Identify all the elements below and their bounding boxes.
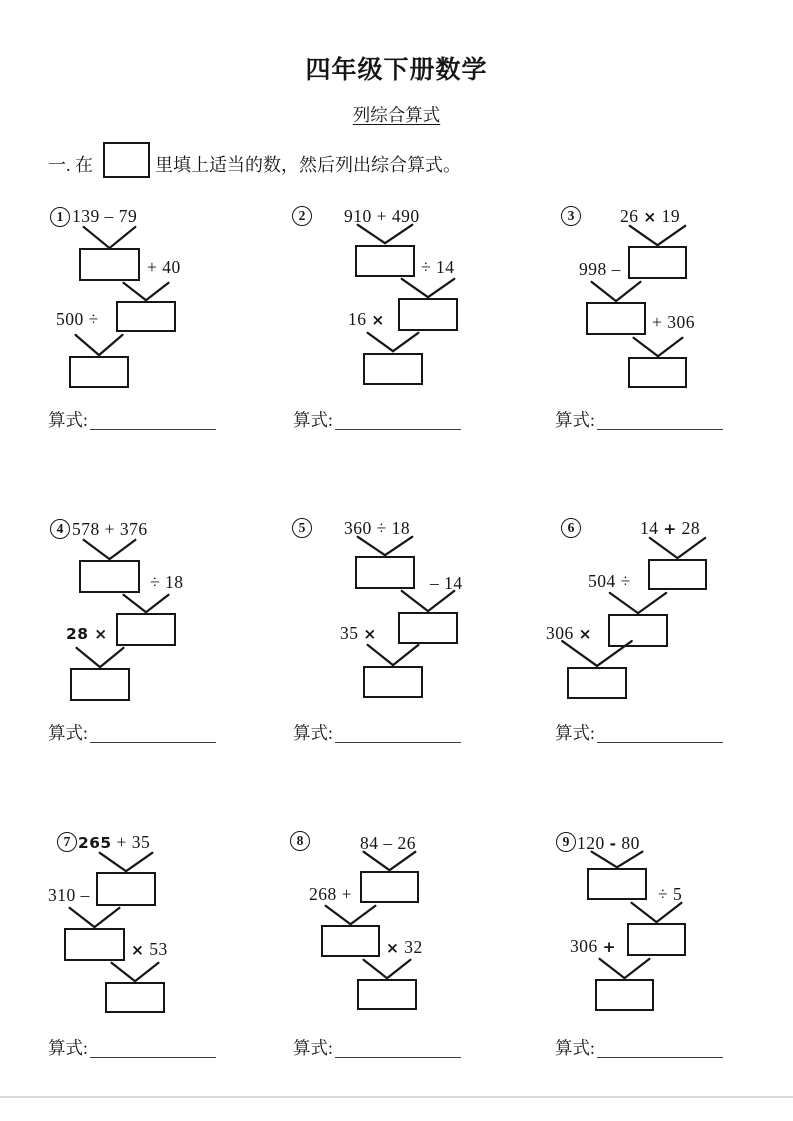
- v-arrow: [628, 225, 687, 246]
- answer-box-1[interactable]: [79, 248, 140, 281]
- problem-number-badge: 6: [561, 518, 581, 538]
- v-arrow: [648, 537, 707, 559]
- v-arrow: [632, 337, 684, 357]
- instruction-blank-box: [103, 142, 150, 178]
- answer-box-1[interactable]: [587, 868, 647, 900]
- v-arrow: [366, 644, 420, 666]
- answer-label: 算式:: [293, 1038, 333, 1058]
- answer-blank-line[interactable]: [90, 410, 216, 430]
- v-arrow: [366, 332, 420, 352]
- v-arrow: [110, 962, 160, 982]
- v-arrow: [82, 539, 137, 560]
- answer-label: 算式:: [555, 723, 595, 743]
- page-title: 四年级下册数学: [305, 57, 488, 84]
- answer-box-3[interactable]: [628, 357, 687, 388]
- problem-number-badge: 8: [290, 831, 310, 851]
- operand-label-1: ÷ 5: [658, 884, 683, 904]
- answer-box-2[interactable]: [116, 301, 176, 332]
- answer-blank-line[interactable]: [90, 723, 216, 743]
- problem-number-badge: 2: [292, 206, 312, 226]
- answer-label: 算式:: [48, 1038, 88, 1058]
- answer-box-2[interactable]: [116, 613, 176, 646]
- operand-label-1: ÷ 14: [421, 257, 455, 277]
- operand-label-2: 500 ÷: [56, 309, 99, 329]
- v-arrow: [98, 852, 154, 872]
- operand-label-2: 16 ×: [348, 309, 385, 329]
- v-arrow: [590, 851, 644, 868]
- operand-label-2: 306 ×: [546, 623, 593, 643]
- top-expression: 139 – 79: [72, 206, 138, 226]
- operand-label-1: 310 –: [48, 885, 90, 905]
- answer-box-1[interactable]: [355, 556, 415, 589]
- top-expression: 910 + 490: [344, 206, 420, 226]
- answer-label: 算式:: [293, 410, 333, 430]
- answer-blank-line[interactable]: [597, 1038, 723, 1058]
- v-arrow: [356, 536, 414, 556]
- answer-box-3[interactable]: [363, 666, 423, 698]
- operand-label-2: × 32: [386, 937, 423, 957]
- answer-box-3[interactable]: [595, 979, 654, 1011]
- v-arrow: [560, 640, 634, 667]
- v-arrow: [122, 282, 170, 301]
- answer-blank-line[interactable]: [335, 1038, 461, 1058]
- v-arrow: [608, 592, 668, 614]
- v-arrow: [75, 647, 125, 668]
- v-arrow: [630, 902, 683, 923]
- top-expression: 265 + 35: [78, 832, 151, 852]
- top-expression: 360 ÷ 18: [344, 518, 411, 538]
- operand-label-1: + 40: [147, 257, 181, 277]
- answer-box-3[interactable]: [69, 356, 129, 388]
- instruction-prefix: 一. 在: [48, 155, 93, 175]
- answer-label: 算式:: [555, 410, 595, 430]
- answer-label: 算式:: [555, 1038, 595, 1058]
- v-arrow: [362, 959, 412, 979]
- answer-blank-line[interactable]: [335, 723, 461, 743]
- answer-box-2[interactable]: [398, 612, 458, 644]
- problem-number-badge: 7: [57, 832, 77, 852]
- answer-box-3[interactable]: [357, 979, 417, 1010]
- operand-label-2: × 53: [131, 939, 168, 959]
- answer-label: 算式:: [48, 723, 88, 743]
- problem-number-badge: 4: [50, 519, 70, 539]
- v-arrow: [324, 905, 377, 925]
- answer-box-2[interactable]: [321, 925, 380, 957]
- answer-label: 算式:: [48, 410, 88, 430]
- v-arrow: [356, 224, 414, 244]
- v-arrow: [400, 278, 456, 298]
- v-arrow: [590, 281, 642, 302]
- page-break-line: [0, 1096, 793, 1098]
- instruction-suffix: 里填上适当的数，然后列出综合算式。: [155, 155, 461, 175]
- answer-blank-line[interactable]: [335, 410, 461, 430]
- top-expression: 578 + 376: [72, 519, 148, 539]
- operand-label-1: 504 ÷: [588, 571, 631, 591]
- v-arrow: [122, 594, 170, 613]
- operand-label-2: + 306: [652, 312, 695, 332]
- top-expression: 120 - 80: [577, 833, 640, 853]
- answer-box-3[interactable]: [363, 353, 423, 385]
- problem-number-badge: 1: [50, 207, 70, 227]
- top-expression: 26 × 19: [620, 206, 681, 226]
- v-arrow: [362, 851, 417, 871]
- answer-box-1[interactable]: [648, 559, 707, 590]
- top-expression: 84 – 26: [360, 833, 416, 853]
- operand-label-1: – 14: [430, 573, 463, 593]
- v-arrow: [598, 958, 651, 979]
- v-arrow: [400, 590, 456, 612]
- v-arrow: [74, 334, 124, 356]
- answer-box-1[interactable]: [628, 246, 687, 279]
- section-subtitle: 列综合算式: [352, 105, 441, 125]
- operand-label-2: 306 +: [570, 936, 617, 956]
- answer-box-1[interactable]: [79, 560, 140, 593]
- problem-number-badge: 9: [556, 832, 576, 852]
- answer-box-3[interactable]: [567, 667, 627, 699]
- top-expression: 14 + 28: [640, 518, 701, 538]
- v-arrow: [68, 907, 121, 928]
- v-arrow: [82, 226, 137, 249]
- answer-box-2[interactable]: [627, 923, 686, 956]
- operand-label-1: 268 +: [309, 884, 352, 904]
- operand-label-1: ÷ 18: [150, 572, 184, 592]
- answer-box-3[interactable]: [70, 668, 130, 701]
- answer-box-1[interactable]: [360, 871, 419, 903]
- answer-box-2[interactable]: [586, 302, 646, 335]
- problem-number-badge: 5: [292, 518, 312, 538]
- answer-label: 算式:: [293, 723, 333, 743]
- answer-box-1[interactable]: [96, 872, 156, 906]
- answer-box-2[interactable]: [398, 298, 458, 331]
- operand-label-1: 998 –: [579, 259, 621, 279]
- operand-label-2: 28 ×: [66, 625, 108, 643]
- answer-blank-line[interactable]: [90, 1038, 216, 1058]
- operand-label-2: 35 ×: [340, 623, 377, 643]
- answer-blank-line[interactable]: [597, 410, 723, 430]
- problem-number-badge: 3: [561, 206, 581, 226]
- answer-box-2[interactable]: [64, 928, 125, 961]
- answer-blank-line[interactable]: [597, 723, 723, 743]
- answer-box-3[interactable]: [105, 982, 165, 1013]
- answer-box-1[interactable]: [355, 245, 415, 277]
